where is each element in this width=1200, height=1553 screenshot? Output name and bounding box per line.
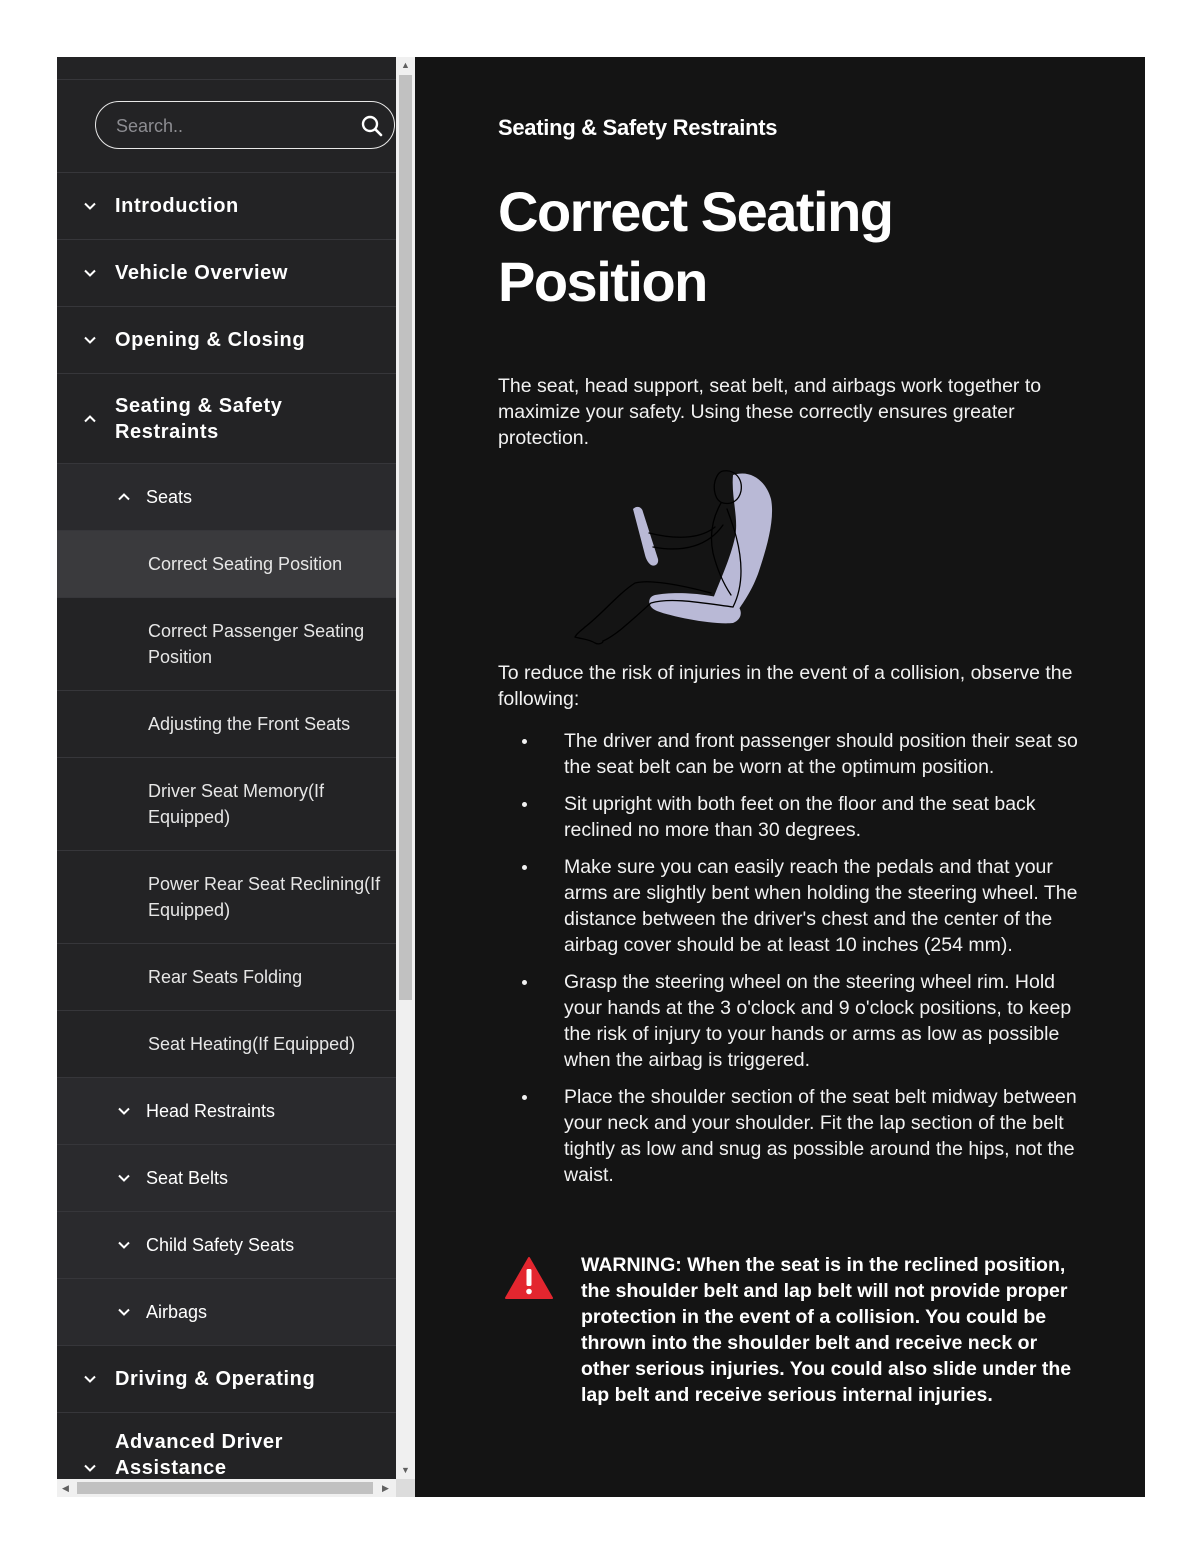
nav-item-advanced-driver-assistance[interactable] [57, 1413, 396, 1479]
vertical-scroll-thumb[interactable] [399, 75, 412, 1000]
nav-item-label: Seat Belts [146, 1167, 229, 1188]
list-item [498, 1084, 1098, 1188]
chevron-down-icon [117, 1104, 131, 1118]
intro-paragraph: The seat, head support, seat belt, and airbags work together to maximize your safety. Using these correctly ensures greater protection. [498, 375, 1042, 449]
nav-subitem-child-safety-seats[interactable] [57, 1212, 396, 1279]
bullet-dot-icon [522, 739, 527, 744]
seated-driver-illustration [563, 467, 793, 647]
nav-leaf-rear-seats-folding[interactable] [57, 944, 396, 1011]
nav-item-label: Opening & Closing [115, 329, 306, 351]
chevron-down-icon [83, 333, 97, 347]
breadcrumb[interactable]: Seating & Safety Restraints [498, 115, 778, 140]
nav-subitem-head-restraints[interactable] [57, 1078, 396, 1145]
nav-subitem-seats[interactable] [57, 464, 396, 531]
nav-item-label: Correct Seating Position [148, 554, 343, 574]
chevron-down-icon [83, 1372, 97, 1386]
search-input[interactable] [114, 112, 348, 140]
article [415, 57, 1145, 1497]
bullet-dot-icon [522, 980, 527, 985]
nav-tree [57, 57, 396, 1479]
list-item [498, 854, 1098, 958]
nav-item-label: Driver Seat Memory(If Equipped) [148, 781, 325, 827]
lead-paragraph: To reduce the risk of injuries in the event of a collision, observe the following: [498, 662, 1073, 710]
scroll-left-arrow-icon[interactable]: ◀ [62, 1483, 69, 1493]
nav-leaf-seat-heating[interactable] [57, 1011, 396, 1078]
warning-triangle-icon [504, 1256, 554, 1300]
list-item-text: Make sure you can easily reach the pedals and that your arms are slightly bent when holding the steering wheel. The distance between the driver's chest and the center of the airbag cover should be at least 10 inches (254 mm). [564, 856, 1078, 956]
search-icon[interactable] [360, 114, 384, 138]
nav-item-introduction[interactable] [57, 173, 396, 240]
list-item [498, 728, 1098, 780]
search-area [57, 80, 396, 173]
nav-item-seating-safety[interactable] [57, 374, 396, 464]
list-item-text: Grasp the steering wheel on the steering wheel rim. Hold your hands at the 3 o'clock and 9 o'clock positions, to keep the risk of injury to your hands or arms as low as possible when the airbag is triggered. [564, 971, 1072, 1071]
nav-item-label: Power Rear Seat Reclining(If Equipped) [148, 874, 381, 920]
scroll-right-arrow-icon[interactable]: ▶ [382, 1483, 389, 1493]
list-item-text: Sit upright with both feet on the floor and the seat back reclined no more than 30 degrees. [564, 793, 1036, 841]
nav-item-label: Head Restraints [146, 1100, 276, 1121]
nav-leaf-correct-seating-position[interactable] [57, 531, 396, 598]
nav-item-label: Advanced Driver Assistance [115, 1431, 283, 1479]
nav-item-label: Rear Seats Folding [148, 967, 303, 987]
scroll-down-arrow-icon[interactable]: ▼ [401, 1465, 410, 1475]
scroll-up-arrow-icon[interactable]: ▲ [401, 60, 410, 70]
nav-leaf-power-rear-seat-reclining[interactable] [57, 851, 396, 944]
nav-item-label: Introduction [115, 195, 239, 217]
chevron-down-icon [117, 1305, 131, 1319]
nav-item-vehicle-overview[interactable] [57, 240, 396, 307]
list-item-text: The driver and front passenger should position their seat so the seat belt can be worn at the optimum position. [564, 730, 1078, 778]
nav-item-label: Seats [146, 486, 193, 507]
nav-item-label: Child Safety Seats [146, 1234, 295, 1255]
sidebar [57, 57, 415, 1497]
chevron-down-icon [117, 1171, 131, 1185]
horizontal-scrollbar[interactable] [57, 1479, 396, 1497]
chevron-up-icon [83, 412, 97, 426]
nav-leaf-correct-passenger-seating[interactable] [57, 598, 396, 691]
chevron-down-icon [83, 266, 97, 280]
nav-subitem-seat-belts[interactable] [57, 1145, 396, 1212]
nav-item-opening-closing[interactable] [57, 307, 396, 374]
nav-item-driving-operating[interactable] [57, 1346, 396, 1413]
warning-text: WARNING: When the seat is in the reclined position, the shoulder belt and lap belt will not provide proper protection in the event of a collision. You could be thrown into the shoulder belt and receive neck or other serious injuries. You could also slide under the lap belt and receive serious internal injuries. [581, 1254, 1072, 1406]
nav-item-label: Adjusting the Front Seats [148, 714, 351, 734]
nav-subitem-airbags[interactable] [57, 1279, 396, 1346]
horizontal-scroll-thumb[interactable] [77, 1482, 373, 1494]
page-title: Correct Seating Position [498, 180, 893, 313]
search-box [95, 101, 395, 149]
chevron-down-icon [83, 1461, 97, 1475]
sidebar-top-strip [57, 57, 396, 80]
bullet-dot-icon [522, 865, 527, 870]
nav-item-label: Vehicle Overview [115, 262, 289, 284]
bullet-dot-icon [522, 802, 527, 807]
nav-item-label: Correct Passenger Seating Position [148, 621, 365, 667]
chevron-down-icon [117, 1238, 131, 1252]
chevron-up-icon [117, 490, 131, 504]
nav-item-label: Driving & Operating [115, 1368, 316, 1390]
vertical-scrollbar[interactable] [396, 57, 415, 1479]
nav-item-label: Seating & Safety Restraints [115, 394, 283, 443]
nav-item-label: Airbags [146, 1301, 208, 1322]
scrollbar-corner [396, 1479, 415, 1497]
list-item [498, 969, 1098, 1073]
bullet-dot-icon [522, 1095, 527, 1100]
nav-leaf-adjusting-front-seats[interactable] [57, 691, 396, 758]
nav-leaf-driver-seat-memory[interactable] [57, 758, 396, 851]
nav-item-label: Seat Heating(If Equipped) [148, 1034, 356, 1054]
list-item [498, 791, 1098, 843]
bullet-list [498, 728, 1098, 1199]
chevron-down-icon [83, 199, 97, 213]
list-item-text: Place the shoulder section of the seat belt midway between your neck and your shoulder. Fit the lap section of the belt tightly as low and snug as possible around the hips, not the waist. [564, 1086, 1077, 1186]
